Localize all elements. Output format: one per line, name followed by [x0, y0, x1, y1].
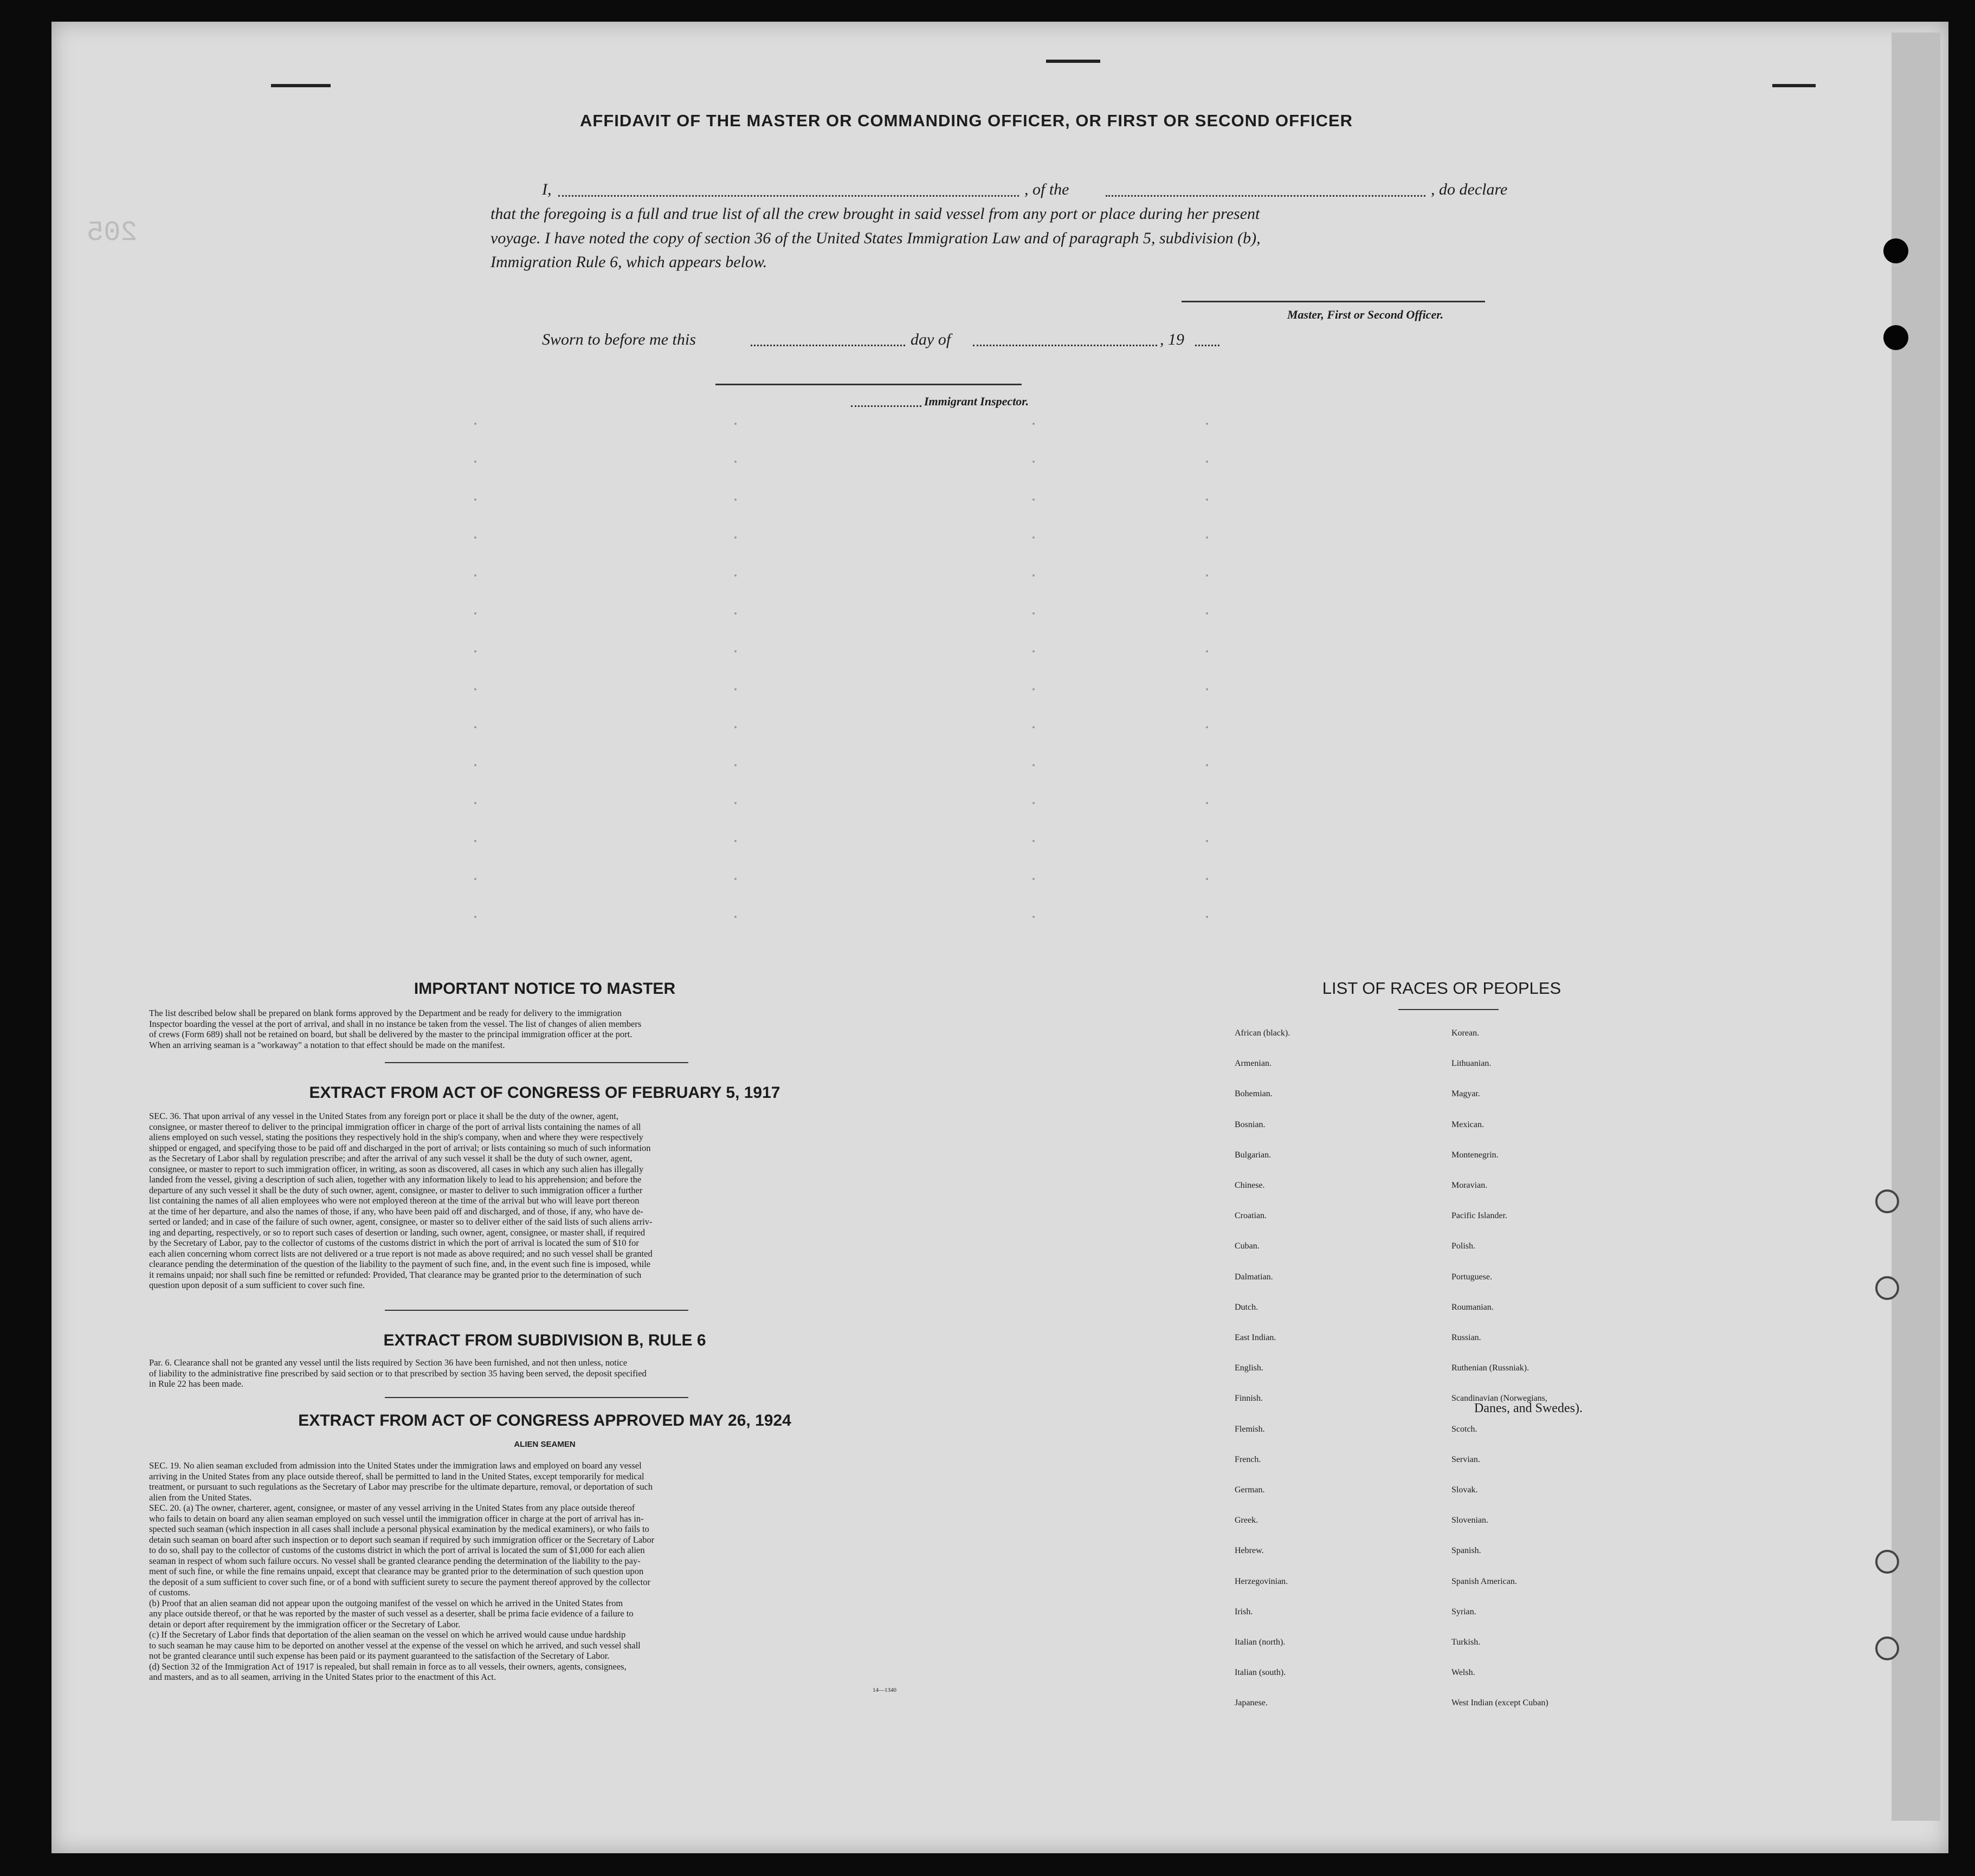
extract-1924-body [149, 1460, 946, 1683]
extract-line: each alien concerning whom correct lists are not delivered or a true report is not made as above required; and no such vessel shall be granted [149, 1248, 653, 1259]
bleed-through-dot [734, 764, 737, 766]
bleed-through-dot [1032, 536, 1035, 539]
races-title: LIST OF RACES OR PEOPLES [1322, 979, 1561, 998]
sworn-month-field[interactable] [973, 345, 1157, 346]
rule6-line: Par. 6. Clearance shall not be granted any vessel until the lists required by Section 36 have been furnished, and not then unless, notice [149, 1357, 628, 1368]
race-item: Roumanian. [1451, 1302, 1494, 1312]
binder-hole-5 [1875, 1550, 1899, 1574]
bleed-through-dot [474, 916, 476, 918]
extract-line: alien from the United States. [149, 1492, 252, 1503]
bleed-through-dot [1032, 461, 1035, 463]
race-item: Spanish American. [1451, 1576, 1517, 1586]
alien-seamen-subtitle: ALIEN SEAMEN [514, 1440, 576, 1449]
race-item: Portuguese. [1451, 1272, 1493, 1282]
extract-line: SEC. 19. No alien seaman excluded from admission into the United States under the immigration laws and employed on board any vessel [149, 1460, 642, 1471]
extract-line: shipped or engaged, and specifying those to be paid off and discharged in the port of arrival; or lists containing so much of such information [149, 1142, 651, 1153]
extract-line: the deposit of a sum sufficient to cover such fine, or of a bond with sufficient surety to secure the payment thereof approved by the collector [149, 1576, 650, 1587]
race-item: Turkish. [1451, 1638, 1481, 1647]
punch-mark [271, 84, 331, 87]
sworn-label: Sworn to before me this [542, 331, 696, 348]
race-item: Lithuanian. [1451, 1059, 1492, 1069]
extract-line: aliens employed on such vessel, stating the positions they respectively hold in the ship's company, when and where they were respectively [149, 1132, 643, 1142]
bleed-through-dot [1206, 916, 1208, 918]
extract-line: detain or deport after requirement by the immigration officer or the Secretary of Labor. [149, 1619, 461, 1629]
extract-line: and masters, and as to all seamen, arriving in the United States prior to the enactment of this Act. [149, 1672, 496, 1682]
race-scandinavian-cont: Danes, and Swedes). [1474, 1401, 1583, 1415]
bleed-through-dot [1206, 650, 1208, 652]
inspector-label: Immigrant Inspector. [924, 394, 1029, 408]
race-item: Cuban. [1235, 1241, 1260, 1251]
extract-line: (c) If the Secretary of Labor finds that deportation of the alien seaman on the vessel on which he arrived would cause undue hardship [149, 1629, 626, 1640]
bleed-through-dot [1032, 840, 1035, 842]
race-item: Greek. [1235, 1516, 1258, 1525]
year-label: , 19 [1160, 331, 1184, 348]
race-item: Moravian. [1451, 1181, 1488, 1190]
affidavit-line-4: Immigration Rule 6, which appears below. [490, 253, 767, 271]
race-item: Italian (south). [1235, 1668, 1286, 1678]
bleed-through-dot [734, 650, 737, 652]
divider [385, 1062, 688, 1063]
bleed-through-dot [1032, 574, 1035, 577]
rule6-line: of liability to the administrative fine prescribed by said section or to that prescribed by section 35 having been served, the deposit specified [149, 1368, 647, 1379]
bleed-through-dot [1206, 688, 1208, 690]
bleed-through-dot [474, 536, 476, 539]
bleed-through-dot [1206, 461, 1208, 463]
extract-line: it remains unpaid; nor shall such fine be remitted or refunded: Provided, That clearance may be granted prior to the determination of such [149, 1269, 642, 1280]
race-item: Croatian. [1235, 1211, 1267, 1221]
affidavit-i-label: I, [542, 180, 552, 198]
punch-mark [1046, 60, 1100, 63]
extract-line: SEC. 36. That upon arrival of any vessel in the United States from any foreign port or place it shall be the duty of the owner, agent, [149, 1111, 618, 1121]
extract-line: to such seaman he may cause him to be deported on another vessel at the expense of the vessel on which he arrived, and such vessel shall [149, 1640, 641, 1651]
race-item: Hebrew. [1235, 1546, 1264, 1556]
bleed-through-dot [1206, 764, 1208, 766]
bleed-through-dot [1206, 840, 1208, 842]
race-item: Slovenian. [1451, 1516, 1488, 1525]
bleed-through-dot [1206, 423, 1208, 425]
race-item: Dutch. [1235, 1302, 1258, 1312]
master-name-field[interactable] [558, 195, 1019, 197]
extract-line: arriving in the United States from any place outside thereof, shall be permitted to land in the United States, except temporarily for medical [149, 1471, 644, 1482]
race-item: Dalmatian. [1235, 1272, 1273, 1282]
bleed-through-dot [474, 878, 476, 880]
extract-line: at the time of her departure, and also the names of those, if any, who have been paid off and discharged, and of those, if any, who have de- [149, 1206, 643, 1217]
race-item: German. [1235, 1485, 1265, 1495]
bleed-through-dot [1032, 916, 1035, 918]
bleed-through-dot [474, 802, 476, 804]
race-item: Italian (north). [1235, 1638, 1286, 1647]
inspector-dots [851, 405, 921, 407]
extract-line: spected such seaman (which inspection in all cases shall include a personal physical examination by the medical examiners), or who fails to [149, 1524, 649, 1534]
bleed-through-dot [1032, 764, 1035, 766]
sworn-year-field[interactable] [1195, 345, 1219, 346]
race-item: Scotch. [1451, 1424, 1477, 1434]
extract-line: ing and departing, respectively, or so to report such cases of desertion or landing, such owner, agent, consignee, or master shall, if required [149, 1227, 646, 1238]
divider [385, 1310, 688, 1311]
bleed-through-dot [734, 612, 737, 614]
race-item: Chinese. [1235, 1181, 1265, 1190]
extract-line: landed from the vessel, giving a description of such alien, together with any information likely to lead to his apprehension; and before the [149, 1174, 642, 1185]
bleed-through-dot [1206, 878, 1208, 880]
race-item: Finnish. [1235, 1394, 1263, 1403]
race-item: West Indian (except Cuban) [1451, 1698, 1548, 1708]
race-item: Pacific Islander. [1451, 1211, 1508, 1221]
notice-title: IMPORTANT NOTICE TO MASTER [414, 980, 676, 998]
bleed-through-dot [1032, 612, 1035, 614]
race-item: Bohemian. [1235, 1089, 1273, 1099]
affidavit-line-3: voyage. I have noted the copy of section 36 of the United States Immigration Law and of paragraph 5, subdivision (b), [490, 229, 1261, 247]
race-item: Russian. [1451, 1333, 1481, 1342]
extract-1917-title: EXTRACT FROM ACT OF CONGRESS OF FEBRUARY 5, 1917 [309, 1084, 780, 1102]
bleed-through-dot [1206, 802, 1208, 804]
bleed-through-dot [1032, 688, 1035, 690]
race-item: Korean. [1451, 1028, 1480, 1038]
affidavit-of-the: , of the [1024, 180, 1069, 198]
race-item: East Indian. [1235, 1333, 1276, 1342]
bleed-through-dot [1032, 423, 1035, 425]
binder-hole-4 [1875, 1276, 1899, 1300]
extract-line: not be granted clearance until such expense has been paid or its payment guaranteed to the satisfaction of the Secretary of Labor. [149, 1651, 610, 1661]
extract-line: any place outside thereof, or that he was reported by the master of such vessel as a deserter, shall be prima facie evidence of a failure to [149, 1608, 634, 1619]
signature-label: Master, First or Second Officer. [1287, 308, 1444, 321]
bleed-through-dot [734, 726, 737, 728]
inspector-signature-line[interactable] [715, 384, 1022, 385]
bleed-through-dot [1206, 612, 1208, 614]
page-edge [1892, 33, 1940, 1821]
extract-line: of customs. [149, 1587, 191, 1597]
extract-line: (d) Section 32 of the Immigration Act of 1917 is repealed, but shall remain in force as to all vessels, their owners, agents, consignees, [149, 1661, 627, 1672]
extract-1917-body [149, 1111, 946, 1291]
race-item: Servian. [1451, 1454, 1480, 1464]
rule6-line: in Rule 22 has been made. [149, 1379, 244, 1389]
punch-mark [1772, 84, 1816, 87]
race-item: Slovak. [1451, 1485, 1478, 1495]
bleed-through-dot [474, 840, 476, 842]
bleed-through-dot [474, 764, 476, 766]
extract-line: ment of such fine, or while the fine remains unpaid, except that clearance may be granted prior to the determination of such question upon [149, 1566, 644, 1576]
affidavit-do-declare: , do declare [1431, 180, 1508, 198]
bleed-through-dot [734, 916, 737, 918]
binder-hole-6 [1875, 1636, 1899, 1660]
bleed-through-dot [474, 499, 476, 501]
bleed-through-dot [1032, 802, 1035, 804]
bleed-through-dot [1206, 726, 1208, 728]
divider [385, 1397, 688, 1398]
notice-line: When an arriving seaman is a "workaway" a notation to that effect should be made on the manifest. [149, 1039, 505, 1050]
notice-body [149, 1008, 946, 1050]
race-item: African (black). [1235, 1028, 1290, 1038]
extract-line: consignee, or master thereof to deliver to the principal immigration officer in charge of the port of arrival lists containing the names of all [149, 1121, 641, 1132]
bleed-through-dot [474, 650, 476, 652]
extract-line: (b) Proof that an alien seaman did not appear upon the outgoing manifest of the vessel on which he arrived in the United States from [149, 1597, 623, 1608]
extract-line: departure of any such vessel it shall be the duty of such owner, agent, consignee, or master to deliver to such immigration officer a further [149, 1185, 643, 1195]
race-item: Syrian. [1451, 1607, 1476, 1616]
race-item: Polish. [1451, 1241, 1476, 1251]
race-item: English. [1235, 1363, 1263, 1373]
bleed-through-dot [734, 878, 737, 880]
affidavit-title: AFFIDAVIT OF THE MASTER OR COMMANDING OFFICER, OR FIRST OR SECOND OFFICER [580, 111, 1353, 130]
bleed-through-dot [474, 612, 476, 614]
extract-line: detain such seaman on board after such inspection or to deport such seaman if required by such immigration officer or the Secretary of Labor [149, 1534, 655, 1545]
bleed-through-dot [474, 688, 476, 690]
race-item: Herzegovinian. [1235, 1576, 1288, 1586]
race-item: Welsh. [1451, 1668, 1475, 1678]
signature-line[interactable] [1182, 301, 1485, 302]
race-item: Bulgarian. [1235, 1150, 1272, 1160]
race-item: Montenegrin. [1451, 1150, 1499, 1160]
bleed-through-dot [1032, 878, 1035, 880]
divider [1398, 1009, 1499, 1010]
form-number: 14—1340 [873, 1687, 896, 1693]
extract-line: clearance pending the determination of the question of the liability to the payment of such fine, and, in the event such fine is imposed, while [149, 1259, 651, 1269]
race-item: Spanish. [1451, 1546, 1481, 1556]
bleed-through-dot [734, 574, 737, 577]
binder-hole-1 [1883, 238, 1908, 263]
bleed-through-dot [474, 574, 476, 577]
bleed-through-page-number: 205 [87, 217, 138, 249]
rule6-title: EXTRACT FROM SUBDIVISION B, RULE 6 [383, 1331, 706, 1349]
extract-line: as the Secretary of Labor shall by regulation prescribe; and after the arrival of any such vessel it shall be the duty of such owner, agent, [149, 1153, 632, 1163]
bleed-through-dot [474, 423, 476, 425]
bleed-through-dot [1032, 726, 1035, 728]
extract-line: question upon deposit of a sum sufficient to cover such fine. [149, 1280, 365, 1290]
bleed-through-dot [734, 536, 737, 539]
bleed-through-dot [1032, 499, 1035, 501]
extract-line: treatment, or pursuant to such regulations as the Secretary of Labor may prescribe for the ultimate departure, removal, or deportation of such [149, 1482, 653, 1492]
bleed-through-dot [1032, 650, 1035, 652]
bleed-through-dot [734, 840, 737, 842]
race-item: Magyar. [1451, 1089, 1480, 1099]
bleed-through-dot [1206, 574, 1208, 577]
affidavit-line-2: that the foregoing is a full and true list of all the crew brought in said vessel from any port or place during her present [490, 205, 1260, 223]
extract-line: consignee, or master to report to such immigration officer, in writing, as soon as discovered, all cases in which any such alien has illegally [149, 1163, 644, 1174]
race-item: Flemish. [1235, 1424, 1265, 1434]
binder-hole-2 [1883, 325, 1908, 350]
extract-line: seaman in respect of whom such failure occurs. No vessel shall be granted clearance pending the determination of the liability to the pay- [149, 1555, 641, 1566]
extract-line: serted or landed; and in case of the failure of such owner, agent, consignee, or master so to deliver either of the said lists of such aliens arriv- [149, 1217, 653, 1227]
bleed-through-dot [734, 423, 737, 425]
bleed-through-dot [734, 688, 737, 690]
extract-1924-title: EXTRACT FROM ACT OF CONGRESS APPROVED MAY 26, 1924 [298, 1412, 791, 1429]
bleed-through-dot [734, 499, 737, 501]
race-item: Ruthenian (Russniak). [1451, 1363, 1529, 1373]
race-item: Bosnian. [1235, 1120, 1266, 1129]
extract-line: list containing the names of all alien employees who were not employed thereon at the time of the arrival but who will leave port thereon [149, 1195, 640, 1206]
rule6-body [149, 1357, 946, 1389]
bleed-through-dot [1206, 536, 1208, 539]
day-of-label: day of [911, 331, 951, 348]
notice-line: The list described below shall be prepared on blank forms approved by the Department and be ready for delivery to the immigration [149, 1008, 622, 1018]
race-item: French. [1235, 1454, 1261, 1464]
bleed-through-dot [734, 461, 737, 463]
notice-line: Inspector boarding the vessel at the port of arrival, and shall in no instance be taken from the vessel. The list of changes of alien members [149, 1018, 642, 1029]
bleed-through-dot [474, 461, 476, 463]
notice-line: of crews (Form 689) shall not be retained on board, but shall be delivered by the master to the principal immigration officer at the port. [149, 1029, 632, 1039]
vessel-name-field[interactable] [1106, 195, 1425, 197]
binder-hole-3 [1875, 1189, 1899, 1213]
bleed-through-dot [1206, 499, 1208, 501]
extract-line: to do so, shall pay to the collector of customs of the customs district in which the port of arrival is located the sum of $1,000 for each alien [149, 1545, 645, 1555]
race-item: Scandinavian (Norwegians, [1451, 1394, 1547, 1403]
race-item: Armenian. [1235, 1059, 1272, 1069]
extract-line: SEC. 20. (a) The owner, charterer, agent, consignee, or master of any vessel arriving in the United States from any place outside thereof [149, 1503, 635, 1513]
bleed-through-dot [734, 802, 737, 804]
extract-line: by the Secretary of Labor, pay to the collector of customs of the customs district in which the port of arrival is located the sum of $10 for [149, 1238, 639, 1248]
race-item: Irish. [1235, 1607, 1253, 1616]
bleed-through-dot [474, 726, 476, 728]
race-item: Mexican. [1451, 1120, 1484, 1129]
sworn-day-field[interactable] [751, 345, 905, 346]
extract-line: who fails to detain on board any alien seaman employed on such vessel until the immigration officer in charge at the port of arrival has in- [149, 1513, 644, 1524]
race-item: Japanese. [1235, 1698, 1268, 1708]
